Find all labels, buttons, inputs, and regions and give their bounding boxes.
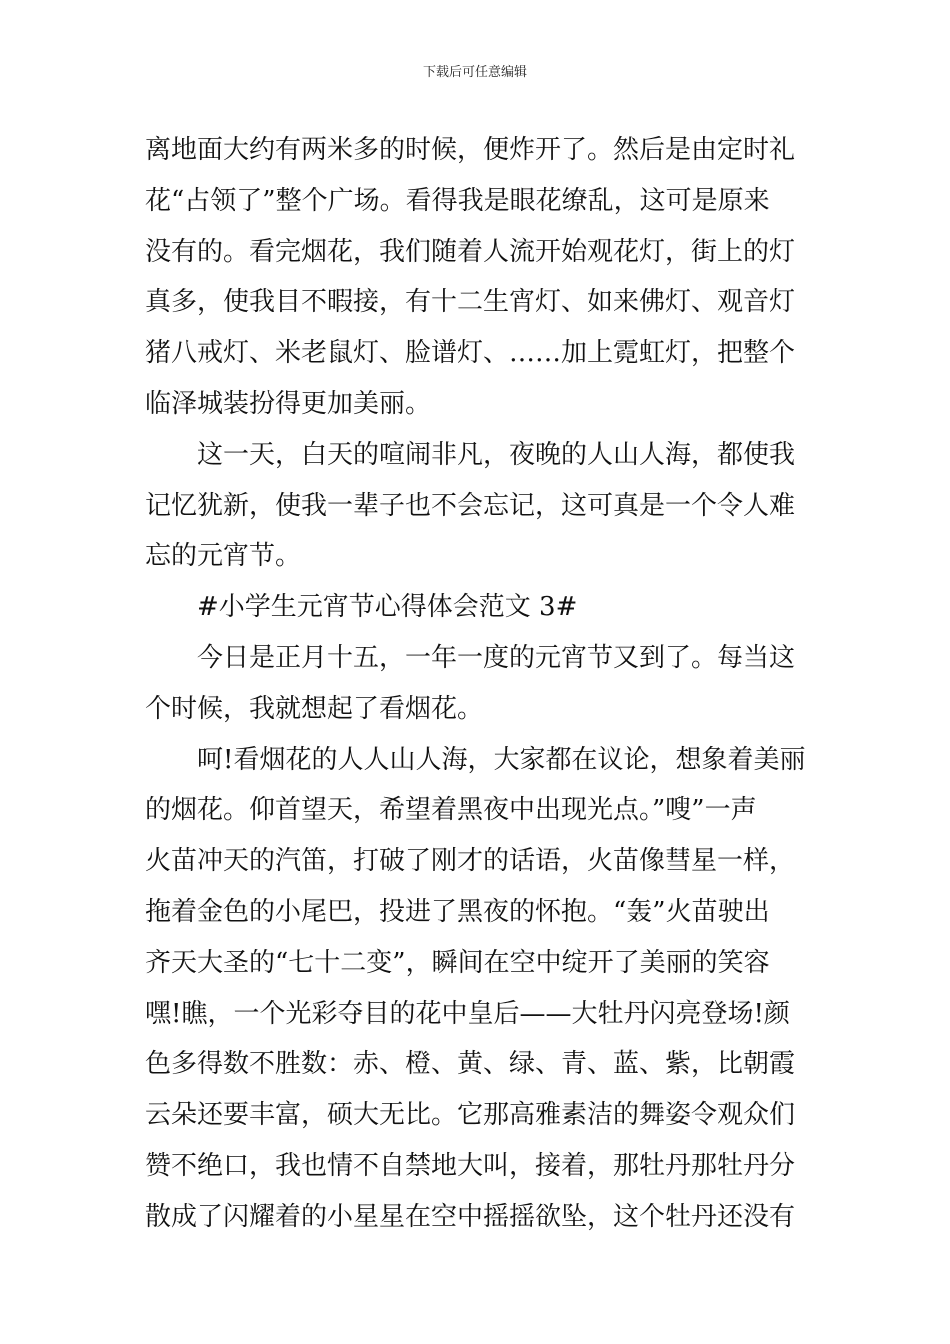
document-body xyxy=(145,125,807,1243)
text-line: 个时候，我就想起了看烟花。 xyxy=(145,693,484,724)
text-line: 齐天大圣的“七十二变”，瞬间在空中绽开了美丽的笑容 xyxy=(145,947,770,978)
page-header: 下载后可任意编辑 xyxy=(422,65,527,80)
text-line: 今日是正月十五，一年一度的元宵节又到了。每当这 xyxy=(197,642,796,673)
text-line: 没有的。看完烟花，我们随着人流开始观花灯，街上的灯 xyxy=(145,236,796,267)
text-line: 云朵还要丰富，硕大无比。它那高雅素洁的舞姿令观众们 xyxy=(145,1100,796,1131)
section-heading: #小学生元宵节心得体会范文 3# xyxy=(197,592,578,623)
text-line: 散成了闪耀着的小星星在空中摇摇欲坠，这个牡丹还没有 xyxy=(145,1201,796,1232)
text-line: 的烟花。仰首望天，希望着黑夜中出现光点。”嗖”一声 xyxy=(145,795,757,826)
text-line: 呵!看烟花的人人山人海，大家都在议论，想象着美丽 xyxy=(197,744,806,775)
text-line: 猪八戒灯、米老鼠灯、脸谱灯、……加上霓虹灯，把整个 xyxy=(145,338,796,369)
text-line: 记忆犹新，使我一辈子也不会忘记，这可真是一个令人难 xyxy=(145,490,796,521)
text-line: 赞不绝口，我也情不自禁地大叫，接着，那牡丹那牡丹分 xyxy=(145,1150,796,1181)
text-line: 忘的元宵节。 xyxy=(145,541,302,572)
text-line: 真多，使我目不暇接，有十二生宵灯、如来佛灯、观音灯 xyxy=(145,287,796,318)
text-line: 离地面大约有两米多的时候，便炸开了。然后是由定时礼 xyxy=(145,135,796,165)
text-line: 临泽城装扮得更加美丽。 xyxy=(145,388,432,419)
text-line: 火苗冲天的汽笛，打破了刚才的话语，火苗像彗星一样， xyxy=(145,846,796,877)
text-line: 色多得数不胜数：赤、橙、黄、绿、青、蓝、紫，比朝霞 xyxy=(145,1049,796,1080)
text-line: 嘿!瞧，一个光彩夺目的花中皇后——大牡丹闪亮登场!颜 xyxy=(145,998,790,1029)
text-line: 拖着金色的小尾巴，投进了黑夜的怀抱。“轰”火苗驶出 xyxy=(145,896,770,927)
text-line: 花“占领了”整个广场。看得我是眼花缭乱，这可是原来 xyxy=(145,185,770,216)
text-line: 这一天，白天的喧闹非凡，夜晚的人山人海，都使我 xyxy=(197,439,796,470)
